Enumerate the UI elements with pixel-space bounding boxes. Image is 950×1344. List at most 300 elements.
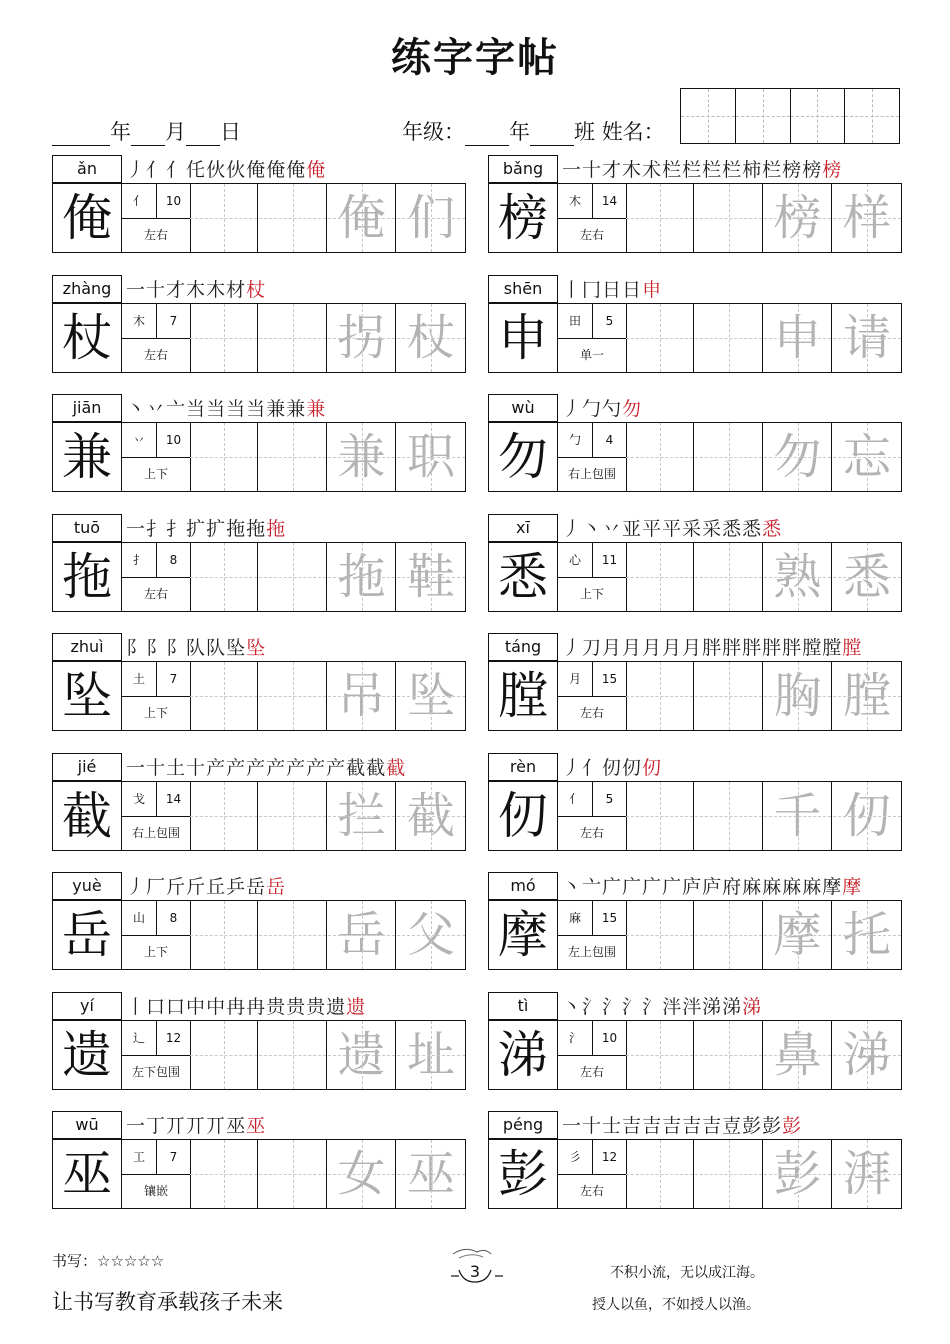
char-info-box [558,184,627,252]
stroke-step: 丌 [166,1115,187,1137]
stroke-step: 产 [206,756,227,779]
stroke-step: 丶 [126,398,147,420]
radical-label: 彡 [558,1140,593,1175]
stroke-step: 仞 [622,756,643,779]
stroke-step: 麻 [742,876,763,898]
trace-character-cell[interactable]: 岳 [328,901,396,969]
stroke-step: 月 [602,637,623,659]
stroke-step: 麻 [802,876,823,898]
stroke-count: 15 [593,662,626,697]
pinyin-label: jiān [52,394,122,422]
stroke-step: 一 [126,756,147,779]
stroke-step: 泮 [662,995,683,1018]
blank-practice-cell[interactable] [190,543,258,611]
char-entry [52,753,466,851]
stroke-step: 勺 [602,398,623,420]
stroke-step: 氵 [602,995,623,1018]
trace-character-cell[interactable]: 膛 [833,662,901,730]
writing-row [52,183,466,253]
pinyin-label: tuō [52,514,122,542]
stroke-step: 麻 [762,876,783,898]
stroke-step: 栏 [662,159,683,181]
stroke-step: 胖 [762,637,783,659]
stroke-step: 氵 [642,995,663,1018]
stroke-step: 俺 [306,159,327,181]
writing-row [488,303,902,373]
blank-practice-cell[interactable] [259,543,327,611]
stroke-step: 中 [206,995,227,1018]
char-info-box [122,184,191,252]
stroke-step: 产 [266,756,287,779]
char-entry [488,872,902,970]
stroke-step: 产 [246,756,267,779]
radical-label: 亻 [122,184,157,219]
stroke-count: 8 [157,901,190,936]
stroke-step: 月 [622,637,643,659]
structure-label: 左右 [143,228,168,242]
blank-practice-cell[interactable] [259,1140,327,1208]
trace-character-cell[interactable]: 杖 [397,304,465,372]
char-info-box [122,901,191,969]
stroke-count: 10 [157,423,190,458]
date-field[interactable]: 年 月 日 [52,116,241,146]
stroke-count: 8 [157,543,190,578]
blank-practice-cell[interactable] [695,1021,763,1089]
model-character: 悉 [489,543,558,611]
stroke-step: 采 [702,517,723,540]
blank-practice-cell[interactable] [626,1021,694,1089]
stroke-step: 扌 [166,517,187,540]
blank-practice-cell[interactable] [190,1140,258,1208]
trace-character-cell[interactable]: 拖 [328,543,396,611]
blank-practice-cell[interactable] [626,423,694,491]
writing-row [488,1020,902,1090]
stroke-step: 彭 [742,1115,763,1137]
writing-row [52,1139,466,1209]
model-character: 截 [53,782,122,850]
trace-character-cell[interactable]: 们 [397,184,465,252]
stroke-step: 彭 [782,1115,803,1137]
stroke-step: 广 [642,876,663,898]
writing-row [52,542,466,612]
stroke-step: 仛 [186,159,207,181]
trace-character-cell[interactable]: 摩 [764,901,832,969]
trace-character-cell[interactable]: 址 [397,1021,465,1089]
stroke-step: 仞 [602,756,623,779]
blank-practice-cell[interactable] [190,901,258,969]
stroke-step: 吉 [662,1115,683,1137]
stroke-step: 兼 [286,398,307,420]
char-info-box [558,662,627,730]
stroke-step: 土 [166,756,187,779]
stroke-step: 丘 [206,876,227,898]
stroke-step: 丿 [562,398,583,420]
char-entry [488,394,902,492]
blank-practice-cell[interactable] [626,782,694,850]
blank-practice-cell[interactable] [695,543,763,611]
model-character: 俺 [53,184,122,252]
trace-character-cell[interactable]: 忘 [833,423,901,491]
stroke-step: 截 [366,756,387,779]
stroke-order-sequence [126,514,286,544]
writing-row [488,900,902,970]
structure-label: 左右 [579,1064,604,1079]
radical-label: 亻 [558,782,593,817]
stroke-step: 庐 [702,876,723,898]
stroke-step: 日 [622,278,643,301]
stroke-step: 木 [186,278,207,301]
radical-label: 心 [558,543,593,578]
trace-character-cell[interactable]: 涕 [833,1021,901,1089]
stroke-step: 产 [286,756,307,779]
blank-practice-cell[interactable] [626,662,694,730]
stroke-step: 悉 [742,517,763,540]
stroke-step: 丿 [562,517,583,540]
trace-character-cell[interactable]: 样 [833,184,901,252]
stroke-step: 冉 [246,995,267,1018]
writing-row [52,661,466,731]
trace-character-cell[interactable]: 吊 [328,662,396,730]
stroke-step: 拖 [266,517,287,540]
stroke-step: 胖 [702,637,723,659]
stroke-step: 截 [386,756,407,779]
stroke-step: 榜 [802,159,823,181]
model-character: 榜 [489,184,558,252]
pinyin-label: wū [52,1111,122,1139]
stroke-step: 壴 [722,1115,743,1137]
structure-label: 镶嵌 [143,1184,168,1198]
stroke-step: 泮 [682,995,703,1018]
stroke-step: 丌 [186,1115,207,1137]
stroke-step: 采 [682,517,703,540]
stroke-step: 膛 [842,637,863,659]
blank-practice-cell[interactable] [190,1021,258,1089]
model-character: 勿 [489,423,558,491]
trace-character-cell[interactable]: 兼 [328,423,396,491]
writing-row [52,900,466,970]
stroke-step: 摩 [822,876,843,898]
stroke-step: 胖 [782,637,803,659]
structure-label: 左右 [143,347,168,362]
char-entry [488,992,902,1090]
trace-character-cell[interactable]: 彭 [764,1140,832,1208]
stroke-step: 柿 [742,159,763,181]
model-character: 拖 [53,543,122,611]
char-entry [488,155,902,253]
stroke-step: 产 [306,756,327,779]
trace-character-cell[interactable]: 悉 [833,543,901,611]
blank-practice-cell[interactable] [259,423,327,491]
stroke-count: 12 [157,1021,190,1056]
writing-row [52,422,466,492]
trace-character-cell[interactable]: 俺 [328,184,396,252]
pinyin-label: tì [488,992,558,1020]
trace-character-cell[interactable]: 榜 [764,184,832,252]
radical-label: 辶 [122,1021,157,1056]
blank-practice-cell[interactable] [626,901,694,969]
blank-practice-cell[interactable] [190,782,258,850]
stroke-step: 拖 [246,517,267,540]
trace-character-cell[interactable]: 坠 [397,662,465,730]
stroke-step: 口 [146,995,167,1018]
stroke-step: 悉 [722,517,743,540]
blank-practice-cell[interactable] [259,184,327,252]
writing-row [488,183,902,253]
stroke-order-sequence [126,155,326,185]
blank-practice-cell[interactable] [626,184,694,252]
structure-label: 上下 [579,586,604,601]
structure-label: 上下 [143,467,168,481]
stroke-step: 巫 [246,1115,267,1137]
blank-practice-cell[interactable] [626,543,694,611]
model-character: 申 [489,304,558,372]
char-info-box [558,901,627,969]
stroke-step: 当 [186,398,207,420]
trace-character-cell[interactable]: 千 [764,782,832,850]
blank-practice-cell[interactable] [190,662,258,730]
trace-character-cell[interactable]: 父 [397,901,465,969]
stroke-step: 亠 [582,876,603,898]
trace-character-cell[interactable]: 女 [328,1140,396,1208]
trace-character-cell[interactable]: 勿 [764,423,832,491]
trace-character-cell[interactable]: 拦 [328,782,396,850]
structure-label: 左右 [579,228,604,242]
char-entry [488,1111,902,1209]
stroke-step: 氵 [622,995,643,1018]
trace-character-cell[interactable]: 请 [833,304,901,372]
char-info-box [122,304,191,372]
blank-practice-cell[interactable] [695,184,763,252]
trace-character-cell[interactable]: 遗 [328,1021,396,1089]
char-entry [52,992,466,1090]
stroke-step: 广 [662,876,683,898]
stroke-step: 涕 [702,995,723,1018]
stroke-step: 氵 [582,995,603,1018]
trace-character-cell[interactable]: 职 [397,423,465,491]
writing-row [52,1020,466,1090]
trace-character-cell[interactable]: 申 [764,304,832,372]
model-character: 坠 [53,662,122,730]
blank-practice-cell[interactable] [626,1140,694,1208]
stroke-step: 榜 [782,159,803,181]
stroke-step: 十 [582,159,603,181]
stroke-step: 麻 [782,876,803,898]
stroke-step: 坠 [226,637,247,659]
model-character: 膛 [489,662,558,730]
stroke-count: 14 [593,184,626,219]
stroke-step: 丌 [206,1115,227,1137]
stroke-step: 岳 [246,876,267,898]
stroke-step: 一 [126,278,147,301]
blank-practice-cell[interactable] [259,1021,327,1089]
blank-practice-cell[interactable] [695,782,763,850]
stroke-step: 截 [346,756,367,779]
radical-label: 丷 [122,423,157,458]
stroke-step: 丷 [146,398,167,420]
stroke-order-sequence [562,155,842,185]
stroke-step: 府 [722,876,743,898]
stroke-count: 15 [593,901,626,936]
stroke-step: 阝 [146,637,167,659]
writing-row [488,781,902,851]
stroke-step: 扩 [206,517,227,540]
blank-practice-cell[interactable] [695,1140,763,1208]
stroke-step: 丿 [562,756,583,779]
stroke-count: 11 [593,543,626,578]
pinyin-label: yuè [52,872,122,900]
char-info-box [122,782,191,850]
blank-practice-cell[interactable] [190,184,258,252]
stroke-step: 十 [146,278,167,301]
model-character: 仞 [489,782,558,850]
stroke-step: 栏 [682,159,703,181]
stroke-step: 乒 [226,876,247,898]
stroke-order-sequence [562,1111,802,1141]
trace-character-cell[interactable]: 胸 [764,662,832,730]
stroke-count: 10 [157,184,190,219]
trace-character-cell[interactable]: 鞋 [397,543,465,611]
stroke-step: 平 [662,517,683,540]
pinyin-label: wù [488,394,558,422]
stroke-order-sequence [126,394,326,424]
stroke-step: 扩 [186,517,207,540]
stroke-step: 丶 [582,517,603,540]
pinyin-label: zhuì [52,633,122,661]
stroke-step: 产 [226,756,247,779]
pinyin-label: yí [52,992,122,1020]
char-info-box [558,782,627,850]
model-character: 彭 [489,1140,558,1208]
stroke-step: 才 [166,278,187,301]
structure-label: 左右 [579,825,604,840]
stroke-step: 月 [642,637,663,659]
blank-practice-cell[interactable] [259,304,327,372]
blank-practice-cell[interactable] [695,662,763,730]
stroke-step: 膛 [822,637,843,659]
blank-practice-cell[interactable] [259,901,327,969]
char-info-box [122,543,191,611]
stroke-step: 一 [126,517,147,540]
stroke-step: 俺 [266,159,287,181]
blank-practice-cell[interactable] [695,423,763,491]
stroke-count: 12 [593,1140,626,1175]
stroke-step: 吉 [642,1115,663,1137]
char-entry [52,1111,466,1209]
stroke-step: 遗 [346,995,367,1018]
stroke-order-sequence [562,992,762,1022]
stroke-step: 丨 [126,995,147,1018]
stroke-step: 队 [186,637,207,659]
trace-character-cell[interactable]: 仞 [833,782,901,850]
stroke-order-sequence [562,514,782,544]
stroke-step: 杖 [246,278,267,301]
trace-character-cell[interactable]: 托 [833,901,901,969]
stroke-step: 一 [126,1115,147,1137]
stroke-step: 当 [246,398,267,420]
structure-label: 单一 [579,347,604,362]
char-entry [52,155,466,253]
char-info-box [558,1140,627,1208]
stroke-step: 俺 [286,159,307,181]
pinyin-label: zhàng [52,275,122,303]
stroke-step: 十 [146,756,167,779]
stroke-count: 5 [593,782,626,817]
pinyin-label: xī [488,514,558,542]
stroke-step: 产 [326,756,347,779]
char-info-box [122,1021,191,1089]
radical-label: 月 [558,662,593,697]
stroke-step: 亚 [622,517,643,540]
stroke-step: 阝 [166,637,187,659]
slogan: 让书写教育承载孩子未来 [52,1290,283,1314]
stroke-step: 斤 [166,876,187,898]
trace-character-cell[interactable]: 巫 [397,1140,465,1208]
structure-label: 左右 [143,586,168,601]
pinyin-label: mó [488,872,558,900]
char-entry [488,633,902,731]
stroke-order-sequence [126,872,286,902]
stroke-count: 5 [593,304,626,339]
stroke-step: 栏 [702,159,723,181]
pinyin-label: jié [52,753,122,781]
stroke-step: 丶 [562,995,583,1018]
stroke-step: 拖 [226,517,247,540]
blank-practice-cell[interactable] [695,304,763,372]
char-info-box [558,1021,627,1089]
blank-practice-cell[interactable] [259,782,327,850]
trace-character-cell[interactable]: 截 [397,782,465,850]
structure-label: 左右 [579,706,604,720]
stroke-step: 中 [186,995,207,1018]
trace-character-cell[interactable]: 湃 [833,1140,901,1208]
stroke-step: 广 [602,876,623,898]
stroke-step: 才 [602,159,623,181]
name-writing-grid[interactable] [680,88,900,144]
stroke-step: 遗 [326,995,347,1018]
radical-label: 山 [122,901,157,936]
stroke-step: 涕 [742,995,763,1018]
stroke-order-sequence [126,1111,266,1141]
blank-practice-cell[interactable] [695,901,763,969]
blank-practice-cell[interactable] [626,304,694,372]
stroke-step: 吉 [622,1115,643,1137]
page-number: 3 [469,1262,481,1281]
radical-label: 工 [122,1140,157,1175]
stroke-step: 一 [562,159,583,181]
blank-practice-cell[interactable] [190,304,258,372]
trace-character-cell[interactable]: 拐 [328,304,396,372]
stroke-step: 岳 [266,876,287,898]
stroke-step: 亻 [582,756,603,779]
model-character: 遗 [53,1021,122,1089]
stroke-step: 日 [602,278,623,301]
writing-row [488,542,902,612]
stroke-step: 吉 [682,1115,703,1137]
stroke-count: 7 [157,1140,190,1175]
blank-practice-cell[interactable] [190,423,258,491]
model-character: 巫 [53,1140,122,1208]
stroke-step: 丿 [126,159,147,181]
char-info-box [122,423,191,491]
trace-character-cell[interactable]: 熟 [764,543,832,611]
page-number-badge [445,1244,505,1284]
stroke-step: 刀 [582,637,603,659]
trace-character-cell[interactable]: 鼻 [764,1021,832,1089]
blank-practice-cell[interactable] [259,662,327,730]
model-character: 摩 [489,901,558,969]
structure-label: 上下 [143,945,168,959]
class-name-field[interactable]: 年级： 年 班 姓名： [402,120,665,144]
